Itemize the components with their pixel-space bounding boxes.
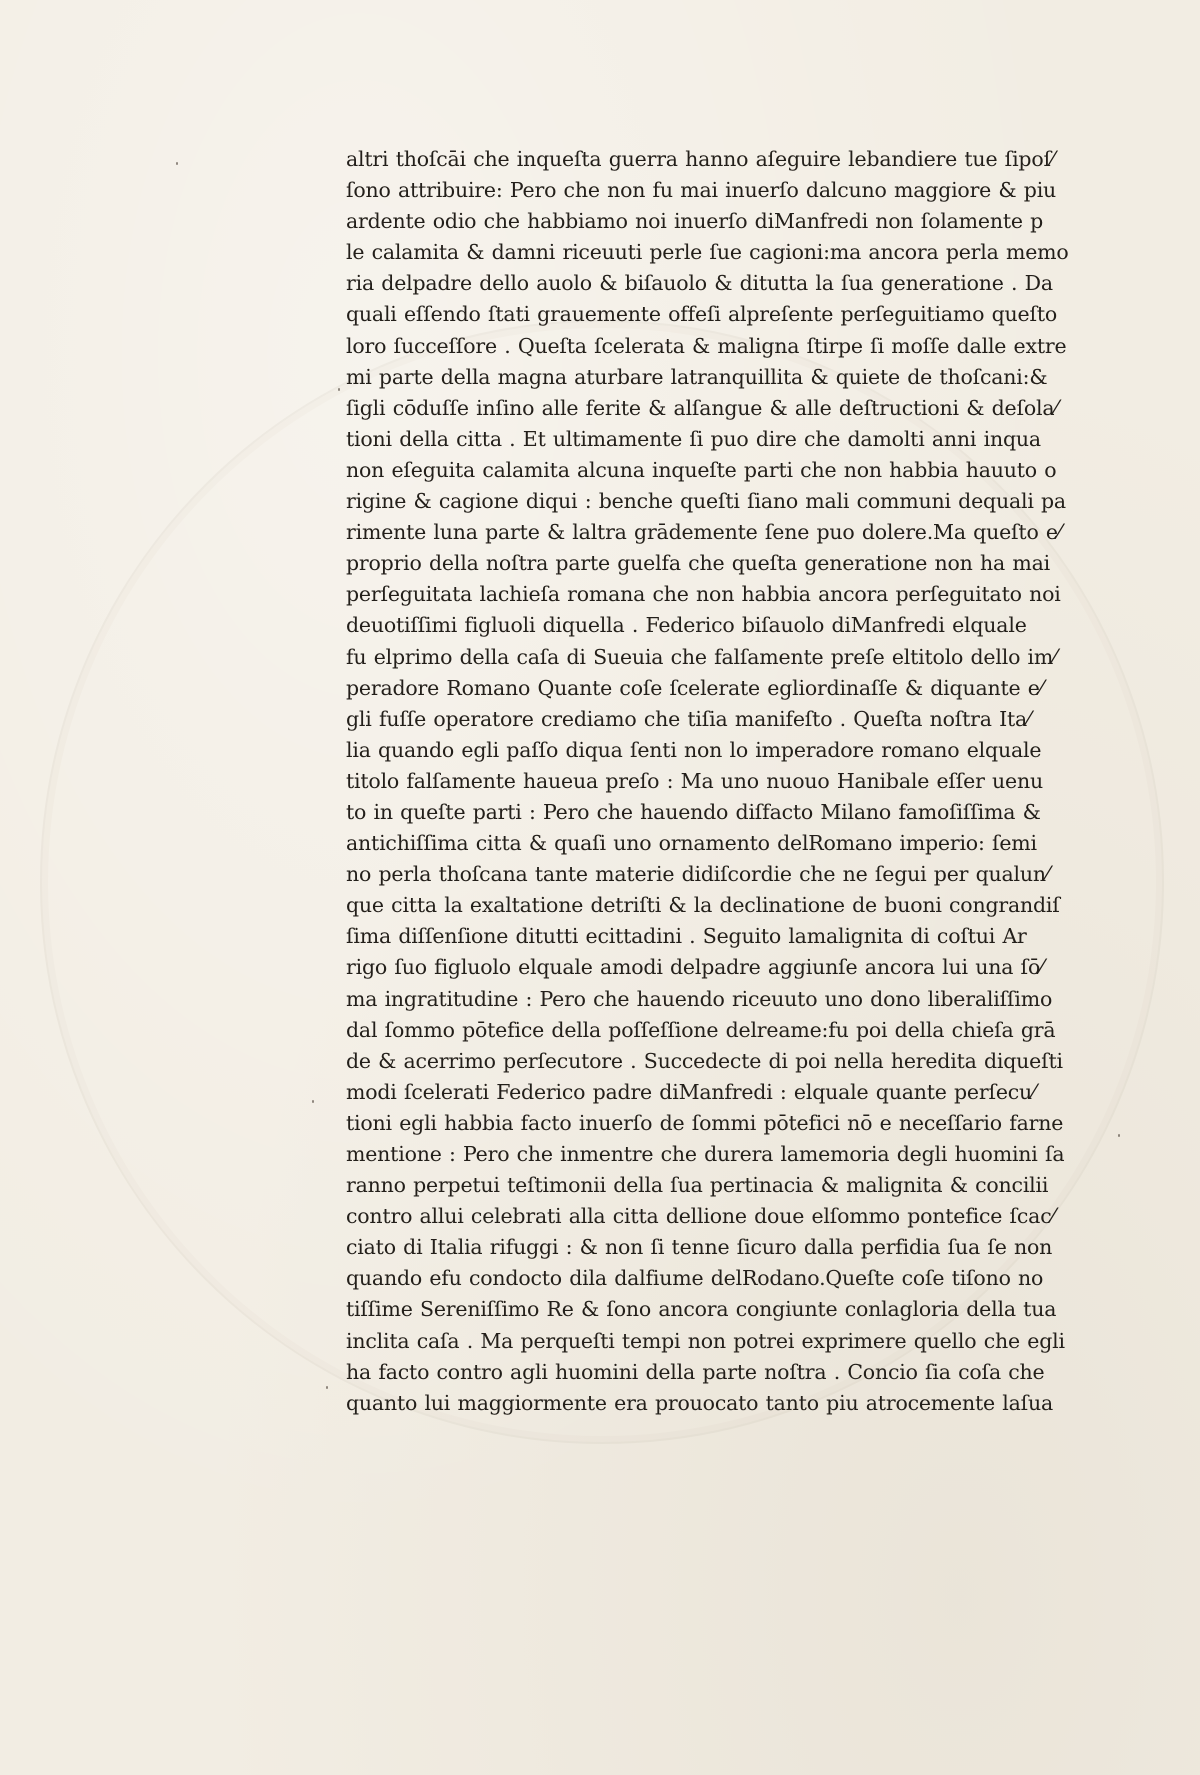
text-line: ſima diſſenſione ditutti ecittadini . Seguito lamalignita di coſtui Ar [346, 924, 1027, 949]
text-line: ranno perpetui teſtimonii della ſua pertinacia & malignita & concilii [346, 1173, 1049, 1198]
text-line: proprio della noſtra parte guelfa che queſta generatione non ha mai [346, 551, 1050, 576]
paper-speck [1118, 1134, 1120, 1137]
text-line: altri thoſcāi che inqueſta guerra hanno aſeguire lebandiere tue ſipoſ⁄ [346, 147, 1055, 171]
text-line: ria delpadre dello auolo & biſauolo & ditutta la ſua generatione . Da [346, 271, 1053, 296]
text-line: ha facto contro agli huomini della parte noſtra . Concio ſia coſa che [346, 1359, 1045, 1384]
text-line: tioni della citta . Et ultimamente ſi puo dire che damolti anni inqua [346, 426, 1041, 451]
text-line: quando efu condocto dila dalfiume delRodano.Queſte coſe tiſono no [346, 1266, 1044, 1291]
text-line: loro ſucceſſore . Queſta ſcelerata & maligna ſtirpe ſi moſſe dalle extre [346, 333, 1067, 358]
text-line: contro allui celebrati alla citta dellione doue elſommo pontefice ſcac⁄ [346, 1204, 1055, 1229]
text-line: quali eſſendo ſtati grauemente offeſi alpreſente perſeguitiamo queſto [346, 302, 1058, 327]
text-line: mentione : Pero che inmentre che durera lamemoria degli huomini ſa [346, 1142, 1065, 1166]
text-line: lia quando egli paſſo diqua ſenti non lo imperadore romano elquale [346, 737, 1042, 762]
text-line: le calamita & damni riceuuti perle ſue cagioni:ma ancora perla memo [346, 240, 1069, 265]
paper-speck [338, 388, 340, 391]
text-line: rigine & cagione diqui : benche queſti ſiano mali communi dequali pa [346, 489, 1066, 514]
text-line: modi ſcelerati Federico padre diManfredi : elquale quante perſecu⁄ [346, 1079, 1036, 1104]
text-line: non eſeguita calamita alcuna inqueſte parti che non habbia hauuto o [346, 457, 1057, 482]
text-line: quanto lui maggiormente era prouocato tanto piu atrocemente laſua [346, 1390, 1054, 1415]
paper-speck [326, 1386, 328, 1389]
text-line: ſono attribuire: Pero che non fu mai inuerſo dalcuno maggiore & piu [346, 178, 1057, 203]
paper-speck [176, 162, 178, 165]
text-line: titolo falſamente haueua preſo : Ma uno nuouo Hanibale eſſer uenu [346, 768, 1043, 793]
text-line: no perla thoſcana tante materie didiſcordie che ne ſegui per qualun⁄ [346, 862, 1050, 887]
text-line: inclita caſa . Ma perqueſti tempi non potrei exprimere quello che egli [346, 1328, 1065, 1353]
text-block [346, 144, 1108, 1419]
text-line: ma ingratitudine : Pero che hauendo riceuuto uno dono liberaliſſimo [346, 986, 1053, 1011]
text-line: to in queſte parti : Pero che hauendo diſfacto Milano famoſiſſima & [346, 799, 1041, 824]
text-line: deuotiſſimi figluoli diquella . Federico biſauolo diManfredi elquale [346, 613, 1027, 638]
text-line: que citta la exaltatione detriſti & la declinatione de buoni congrandiſ [346, 893, 1060, 918]
text-line: antichiſſima citta & quaſi uno ornamento delRomano imperio: ſemi [346, 831, 1037, 856]
text-line: mi parte della magna aturbare latranquillita & quiete de thoſcani:& [346, 364, 1048, 389]
text-line: tiſſime Sereniſſimo Re & ſono ancora congiunte conlagloria della tua [346, 1297, 1057, 1322]
text-line: rigo ſuo figluolo elquale amodi delpadre aggiunſe ancora lui una ſō⁄ [346, 955, 1044, 980]
text-line: dal ſommo pōtefice della poſſeſſione delreame:fu poi della chieſa grā [346, 1017, 1056, 1042]
paper-speck [312, 1100, 314, 1103]
text-line: peradore Romano Quante coſe ſcelerate egliordinaſſe & diquante e⁄ [346, 675, 1043, 700]
text-line: ſigli cōduſſe inſino alle ferite & alſangue & alle deſtructioni & deſola⁄ [346, 395, 1058, 420]
text-line: gli fuſſe operatore crediamo che tiſia manifeſto . Queſta noſtra Ita⁄ [346, 706, 1031, 731]
text-line: fu elprimo della caſa di Sueuia che falſamente preſe eltitolo dello im⁄ [346, 644, 1057, 669]
text-line: tioni egli habbia facto inuerſo de ſommi pōtefici nō e neceſſario farne [346, 1110, 1064, 1135]
text-line: ciato di Italia rifuggi : & non ſi tenne ſicuro dalla perfidia ſua ſe non [346, 1235, 1053, 1260]
text-line: rimente luna parte & laltra grādemente ſene puo dolere.Ma queſto e⁄ [346, 520, 1062, 545]
text-line: de & acerrimo perſecutore . Succedecte di poi nella heredita diqueſti [346, 1048, 1063, 1073]
text-line: perſeguitata lachieſa romana che non habbia ancora perſeguitato noi [346, 582, 1061, 607]
text-line: ardente odio che habbiamo noi inuerſo diManfredi non ſolamente p [346, 209, 1044, 234]
